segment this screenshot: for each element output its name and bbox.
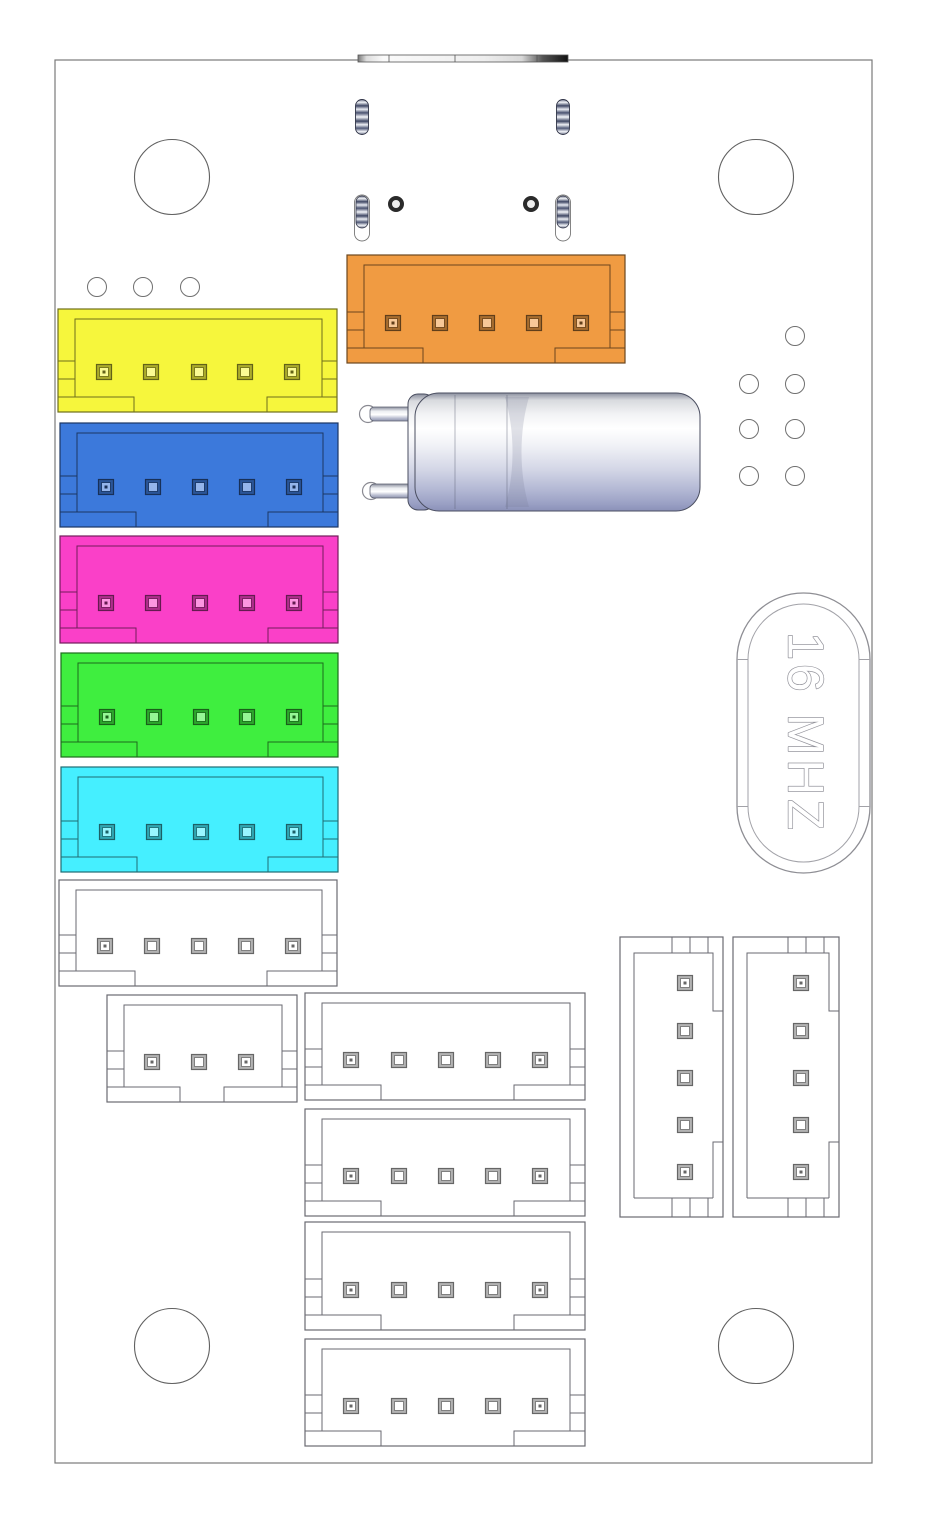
via	[740, 467, 759, 486]
connector-pin	[344, 1283, 359, 1298]
connector-pin	[147, 710, 162, 725]
connector-pin	[99, 596, 114, 611]
connector-pin	[344, 1169, 359, 1184]
connector-pin	[193, 480, 208, 495]
connector-pin	[344, 1053, 359, 1068]
connector-pin	[392, 1283, 407, 1298]
connector-pin	[533, 1283, 548, 1298]
connector-white-vert-2	[733, 937, 839, 1217]
via	[740, 375, 759, 394]
connector-white-vert-1	[620, 937, 723, 1217]
connector-white-mid-2	[305, 1109, 585, 1216]
connector-pin	[678, 1165, 693, 1180]
connector-pin	[678, 976, 693, 991]
connector-pin	[193, 596, 208, 611]
connector-pin	[287, 825, 302, 840]
smt-pad	[557, 100, 570, 135]
connector-pin	[678, 1024, 693, 1039]
connector-pin	[240, 825, 255, 840]
connector-pin	[194, 710, 209, 725]
connector-white-mid-1	[305, 993, 585, 1100]
connector-pin	[486, 1053, 501, 1068]
connector-pin	[238, 365, 253, 380]
connector-pin	[433, 316, 448, 331]
pin-ring	[390, 198, 402, 210]
connector-pin	[486, 1283, 501, 1298]
connector-pin	[386, 316, 401, 331]
connector-white-mid-3	[305, 1222, 585, 1330]
connector-pin	[486, 1169, 501, 1184]
connector-green	[61, 653, 338, 757]
connector-pin	[794, 1071, 809, 1086]
connector-pin	[527, 316, 542, 331]
smt-pad	[557, 196, 569, 228]
via	[786, 327, 805, 346]
connector-pin	[287, 596, 302, 611]
connector-pin	[98, 939, 113, 954]
connector-pin	[344, 1399, 359, 1414]
connector-cyan	[61, 767, 338, 872]
connector-pin	[678, 1071, 693, 1086]
crystal-layer	[737, 593, 870, 873]
smt-pad	[356, 100, 369, 135]
connector-pin	[794, 1024, 809, 1039]
connector-pin	[439, 1169, 454, 1184]
connector-pin	[287, 710, 302, 725]
connector-pin	[146, 596, 161, 611]
via	[88, 278, 107, 297]
connector-pin	[533, 1399, 548, 1414]
connector-pin	[239, 1055, 254, 1070]
via	[786, 467, 805, 486]
via	[740, 420, 759, 439]
connector-pin	[100, 710, 115, 725]
connector-pin	[794, 976, 809, 991]
connector-pin	[240, 480, 255, 495]
connector-pin	[145, 939, 160, 954]
connector-pin	[533, 1053, 548, 1068]
connector-pin	[794, 1118, 809, 1133]
connector-pin	[240, 710, 255, 725]
connector-white-left	[59, 880, 337, 986]
connector-pin	[100, 825, 115, 840]
connector-pin	[678, 1118, 693, 1133]
connector-white-3pin	[107, 995, 297, 1102]
connector-pin	[285, 365, 300, 380]
connector-pin	[99, 480, 114, 495]
connector-pin	[574, 316, 589, 331]
connector-pin	[192, 365, 207, 380]
connector-pin	[287, 480, 302, 495]
usb-edge-connector	[358, 55, 568, 62]
connector-pin	[240, 596, 255, 611]
connector-pin	[194, 825, 209, 840]
connector-pin	[439, 1283, 454, 1298]
connector-pin	[145, 1055, 160, 1070]
via	[134, 278, 153, 297]
via	[786, 375, 805, 394]
capacitor-body	[415, 393, 700, 511]
smt-pad	[356, 196, 368, 228]
connector-pin	[147, 825, 162, 840]
connector-blue	[60, 423, 338, 527]
connector-pin	[794, 1165, 809, 1180]
edge-connector-layer	[358, 55, 568, 62]
connector-pin	[146, 480, 161, 495]
connector-yellow	[58, 309, 337, 412]
connector-pin	[439, 1399, 454, 1414]
connector-pin	[392, 1169, 407, 1184]
via	[786, 420, 805, 439]
crystal-frequency-label: 16 MHZ	[777, 632, 834, 834]
connector-pin	[533, 1169, 548, 1184]
via	[181, 278, 200, 297]
connector-pin	[392, 1399, 407, 1414]
connector-pin	[239, 939, 254, 954]
connector-pin	[439, 1053, 454, 1068]
capacitor-layer	[360, 393, 701, 511]
connector-orange	[347, 255, 625, 363]
connector-pin	[286, 939, 301, 954]
pin-ring	[525, 198, 537, 210]
connector-pin	[192, 939, 207, 954]
connector-pin	[480, 316, 495, 331]
connector-pin	[97, 365, 112, 380]
connector-magenta	[60, 536, 338, 643]
connector-pin	[392, 1053, 407, 1068]
connector-pin	[192, 1055, 207, 1070]
connector-white-mid-4	[305, 1339, 585, 1446]
connector-pin	[144, 365, 159, 380]
connector-pin	[486, 1399, 501, 1414]
